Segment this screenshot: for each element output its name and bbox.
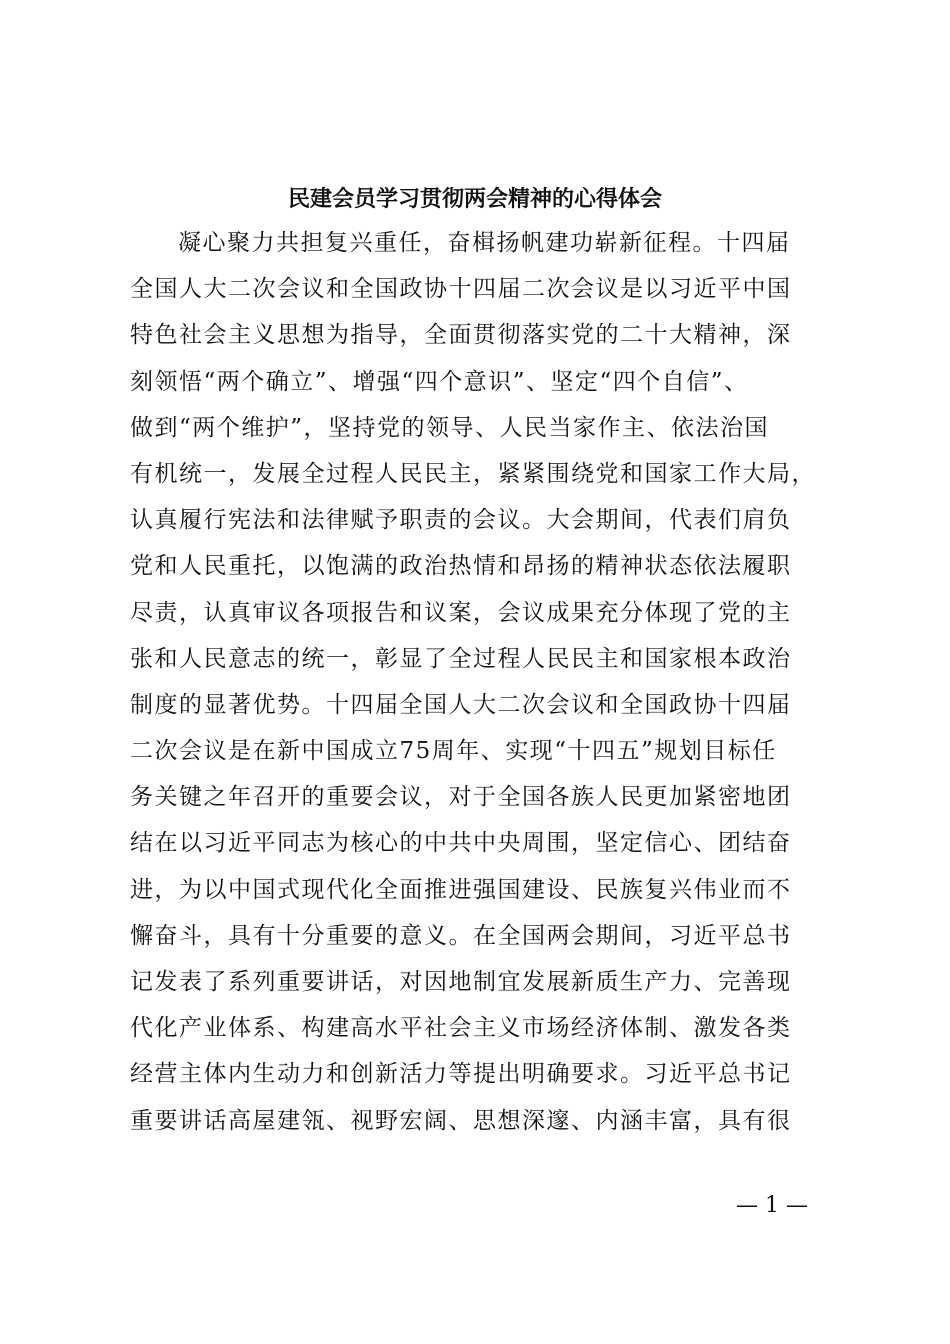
body-line: 制度的显著优势。十四届全国人大二次会议和全国政协十四届	[130, 691, 792, 718]
body-line: 进，为以中国式现代化全面推进强国建设、民族复兴伟业而不	[130, 876, 792, 903]
body-line: 结在以习近平同志为核心的中共中央周围，坚定信心、团结奋	[130, 830, 792, 857]
body-line: 记发表了系列重要讲话，对因地制宜发展新质生产力、完善现	[130, 969, 792, 995]
body-line: 张和人民意志的统一，彰显了全过程人民民主和国家根本政治	[130, 645, 792, 672]
body-line: 刻领悟“两个确立”、增强“四个意识”、坚定“四个自信”、	[130, 368, 749, 395]
body-line: 经营主体内生动力和创新活力等提出明确要求。习近平总书记	[130, 1061, 792, 1088]
body-line: 做到“两个维护”，坚持党的领导、人民当家作主、依法治国	[130, 414, 770, 441]
body-line: 重要讲话高屋建瓴、视野宏阔、思想深邃、内涵丰富，具有很	[130, 1107, 792, 1134]
body-line: 党和人民重托，以饱满的政治热情和昂扬的精神状态依法履职	[130, 553, 792, 580]
document-body	[130, 220, 830, 1144]
body-line: 务关键之年召开的重要会议，对于全国各族人民更加紧密地团	[130, 784, 792, 811]
page-number: — 1 —	[736, 1193, 808, 1218]
body-line: 认真履行宪法和法律赋予职责的会议。大会期间，代表们肩负	[130, 507, 792, 534]
body-line: 有机统一，发展全过程人民民主，紧紧围绕党和国家工作大局，	[130, 460, 816, 487]
body-line: 凝心聚力共担复兴重任，奋楫扬帆建功崭新征程。十四届	[178, 230, 791, 256]
body-line: 尽责，认真审议各项报告和议案，会议成果充分体现了党的主	[130, 599, 792, 626]
body-line: 二次会议是在新中国成立75周年、实现“十四五”规划目标任	[130, 738, 777, 765]
document-title: 民建会员学习贯彻两会精神的心得体会	[287, 186, 662, 212]
body-line: 懈奋斗，具有十分重要的意义。在全国两会期间，习近平总书	[130, 922, 792, 949]
body-line: 特色社会主义思想为指导，全面贯彻落实党的二十大精神，深	[130, 322, 792, 349]
body-line: 代化产业体系、构建高水平社会主义市场经济体制、激发各类	[130, 1015, 792, 1042]
body-line: 全国人大二次会议和全国政协十四届二次会议是以习近平中国	[130, 276, 792, 303]
